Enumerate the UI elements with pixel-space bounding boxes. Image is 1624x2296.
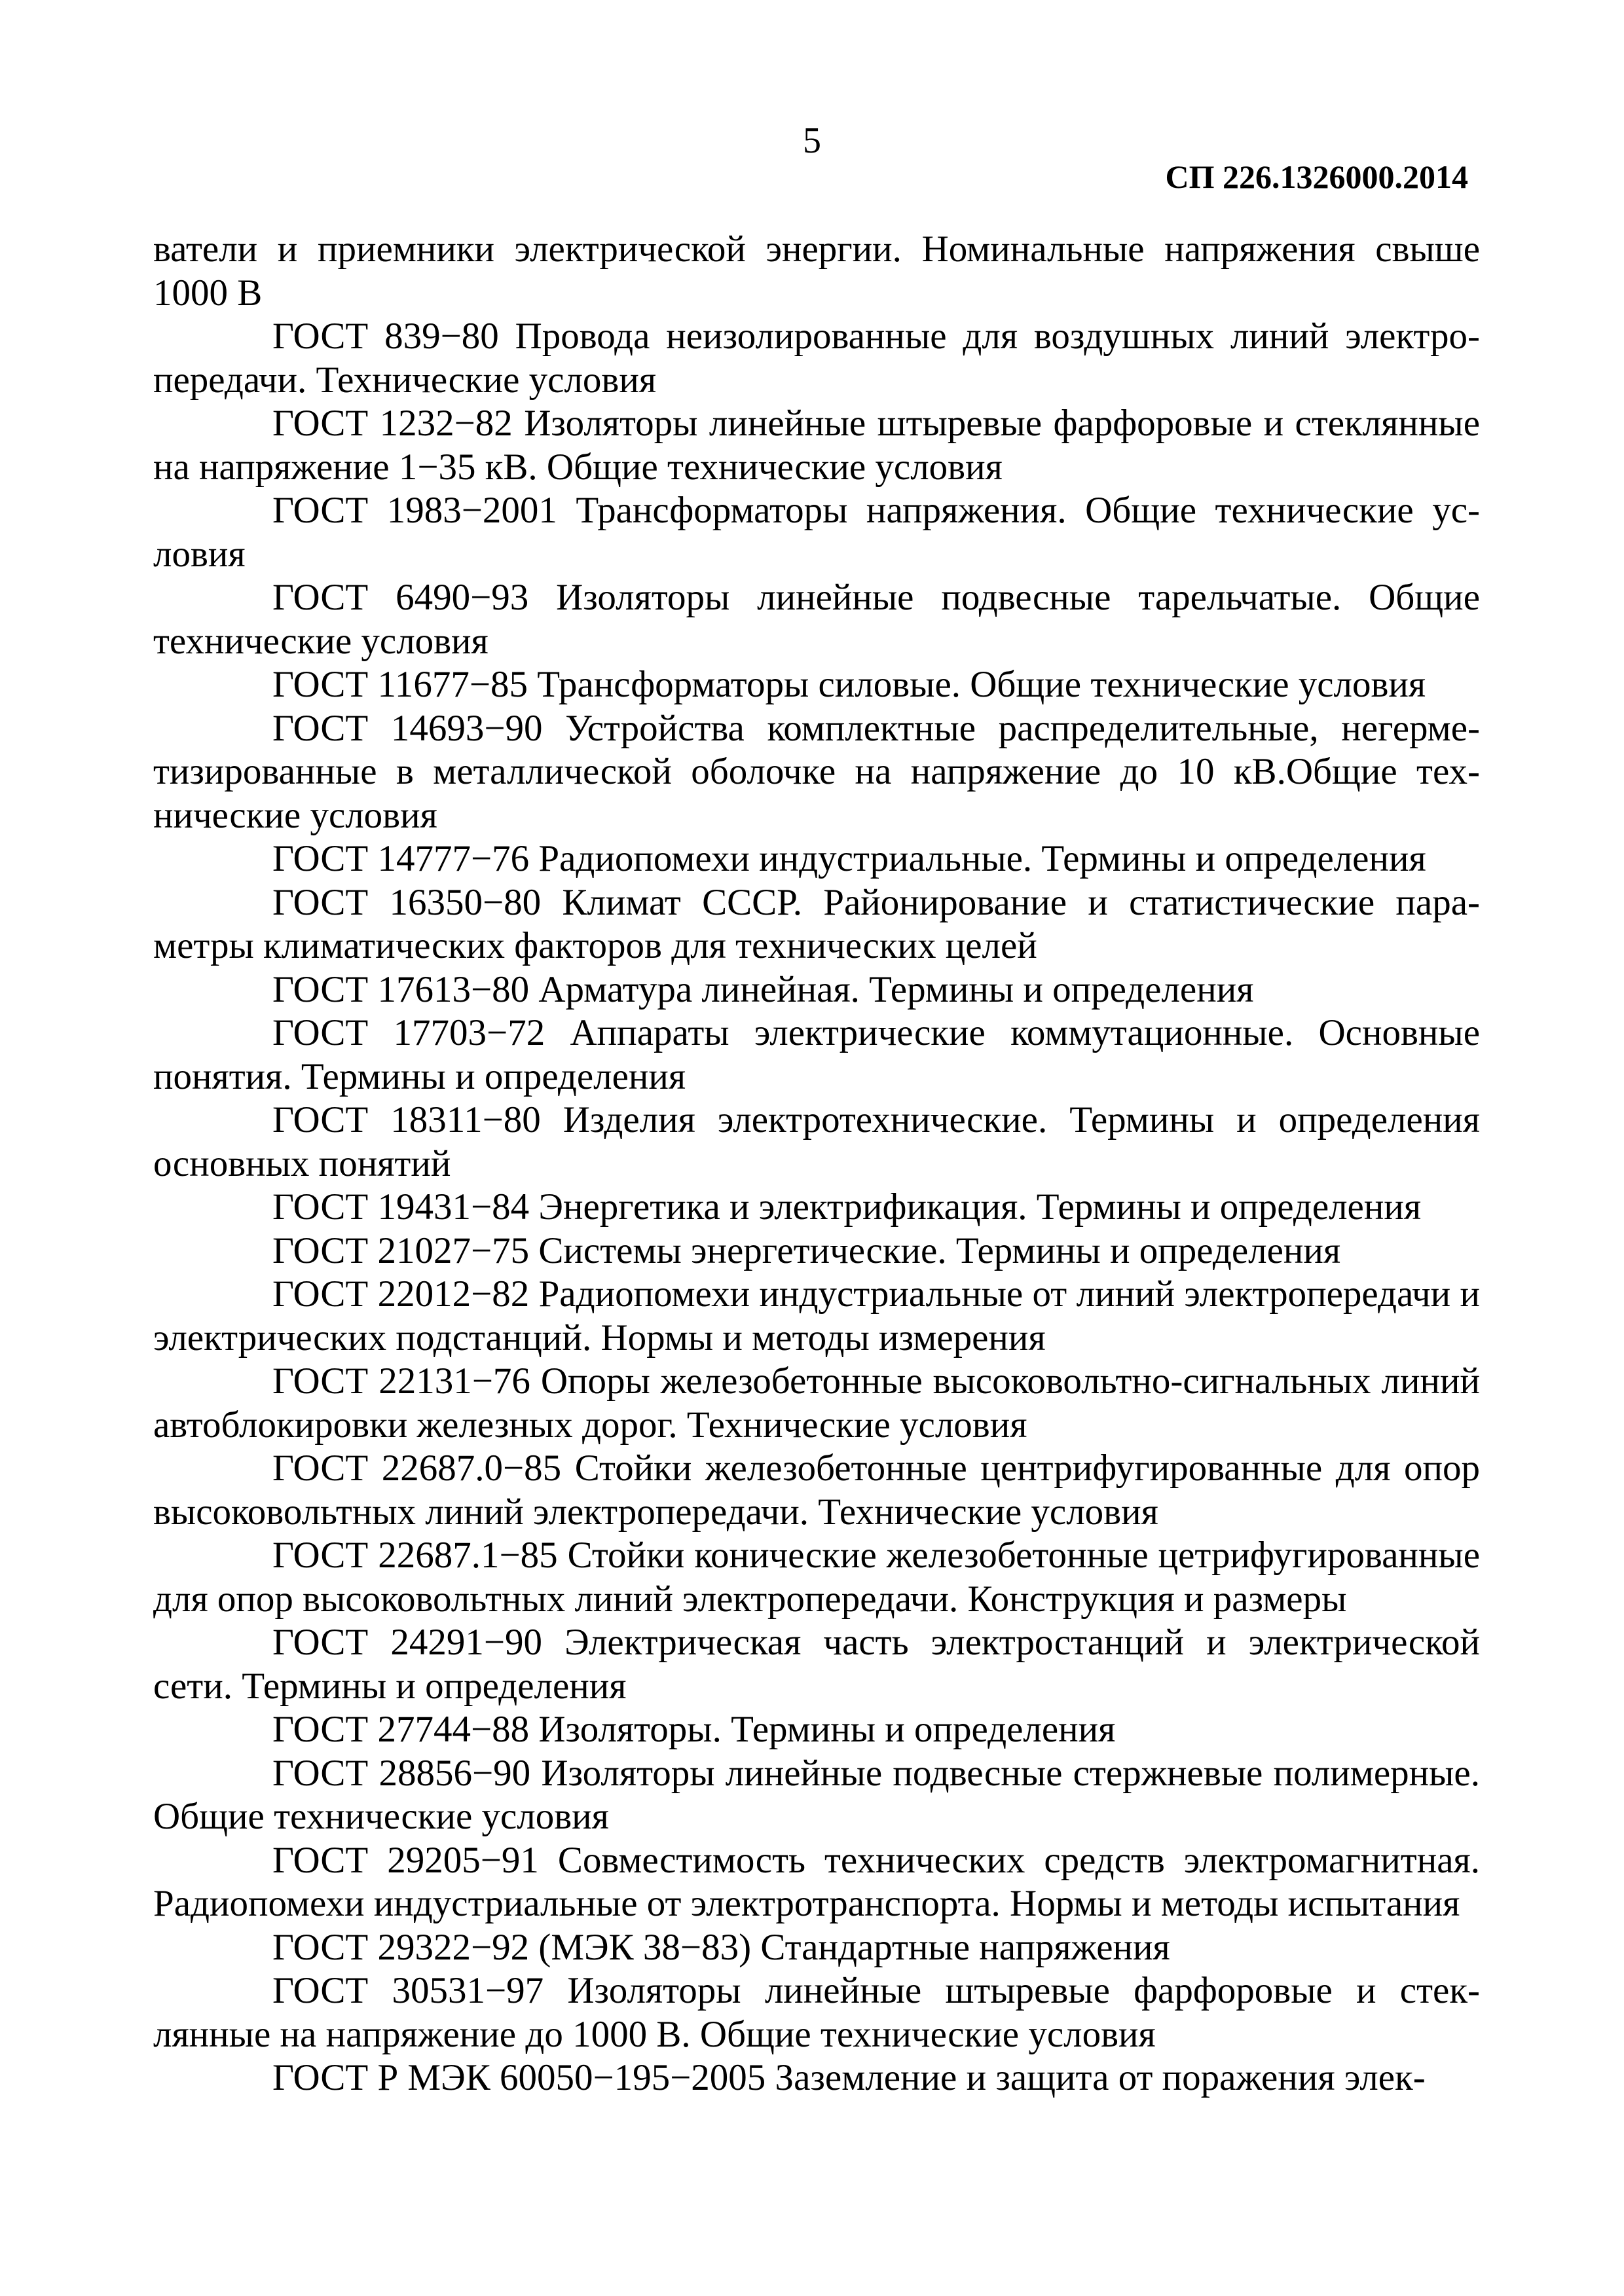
document-code: СП 226.1326000.2014 bbox=[1165, 158, 1468, 195]
list-item: ГОСТ 16350−80 Климат СССР. Районирование и статистические параметры климатических факторов для технических целей bbox=[153, 881, 1480, 966]
list-item: ГОСТ Р МЭК 60050−195−2005 Заземление и защита от поражения элек- bbox=[272, 2057, 1426, 2098]
list-item: ГОСТ 1232−82 Изоляторы линейные штыревые фарфоровые и стеклянные на напряжение 1−35 кВ. Общие технические условия bbox=[153, 403, 1480, 488]
list-item: ГОСТ 17613−80 Арматура линейная. Термины и определения bbox=[272, 968, 1254, 1010]
list-item: ГОСТ 29322−92 (МЭК 38−83) Стандартные напряжения bbox=[272, 1926, 1170, 1968]
list-item: ГОСТ 24291−90 Электрическая часть электростанций и электрической сети. Термины и определения bbox=[153, 1622, 1480, 1707]
list-item: ГОСТ 18311−80 Изделия электротехнические. Термины и определения основных понятий bbox=[153, 1099, 1480, 1184]
list-item: ГОСТ 22687.0−85 Стойки железобетонные центрифугированные для опор высоковольтных линий электропередачи. Технические условия bbox=[153, 1448, 1480, 1533]
list-item: ГОСТ 14693−90 Устройства комплектные распределительные, негерметизированные в металлической оболочке на напряжение до 10 кВ.Общие технические условия bbox=[153, 707, 1480, 836]
reference-list bbox=[153, 228, 1480, 2100]
list-item: ГОСТ 27744−88 Изоляторы. Термины и определения bbox=[272, 1709, 1116, 1750]
list-item: ГОСТ 22687.1−85 Стойки конические железобетонные цетрифугированные для опор высоковольтных линий электропередачи. Конструкция и размеры bbox=[153, 1535, 1480, 1620]
list-item: ГОСТ 30531−97 Изоляторы линейные штыревые фарфоровые и стеклянные на напряжение до 1000 В. Общие технические условия bbox=[153, 1970, 1480, 2055]
list-item: ГОСТ 839−80 Провода неизолированные для воздушных линий электропередачи. Технические условия bbox=[153, 316, 1480, 401]
list-item: ГОСТ 22012−82 Радиопомехи индустриальные от линий электропередачи и электрических подстанций. Нормы и методы измерения bbox=[153, 1273, 1480, 1358]
list-item: ГОСТ 22131−76 Опоры железобетонные высоковольтно-сигнальных линий автоблокировки железных дорог. Технические условия bbox=[153, 1360, 1480, 1446]
list-item: ГОСТ 14777−76 Радиопомехи индустриальные. Термины и определения bbox=[272, 838, 1426, 879]
list-item: ГОСТ 1983−2001 Трансформаторы напряжения. Общие технические условия bbox=[153, 490, 1480, 575]
list-item: ГОСТ 28856−90 Изоляторы линейные подвесные стержневые полимерные. Общие технические условия bbox=[153, 1752, 1480, 1837]
list-item: ГОСТ 21027−75 Системы энергетические. Термины и определения bbox=[272, 1230, 1341, 1271]
list-item: ГОСТ 17703−72 Аппараты электрические коммутационные. Основные понятия. Термины и определения bbox=[153, 1012, 1480, 1097]
list-item: ГОСТ 11677−85 Трансформаторы силовые. Общие технические условия bbox=[272, 664, 1426, 705]
continuation-text: ватели и приемники электрической энергии. Номинальные напряжения свыше 1000 В bbox=[153, 228, 1480, 314]
list-item: ГОСТ 29205−91 Совместимость технических средств электромагнитная. Радиопомехи индустриальные от электротранспорта. Нормы и методы испытания bbox=[153, 1839, 1480, 1924]
list-item: ГОСТ 6490−93 Изоляторы линейные подвесные тарельчатые. Общие технические условия bbox=[153, 577, 1480, 662]
page-number: 5 bbox=[803, 120, 821, 161]
list-item: ГОСТ 19431−84 Энергетика и электрификация. Термины и определения bbox=[272, 1186, 1422, 1228]
